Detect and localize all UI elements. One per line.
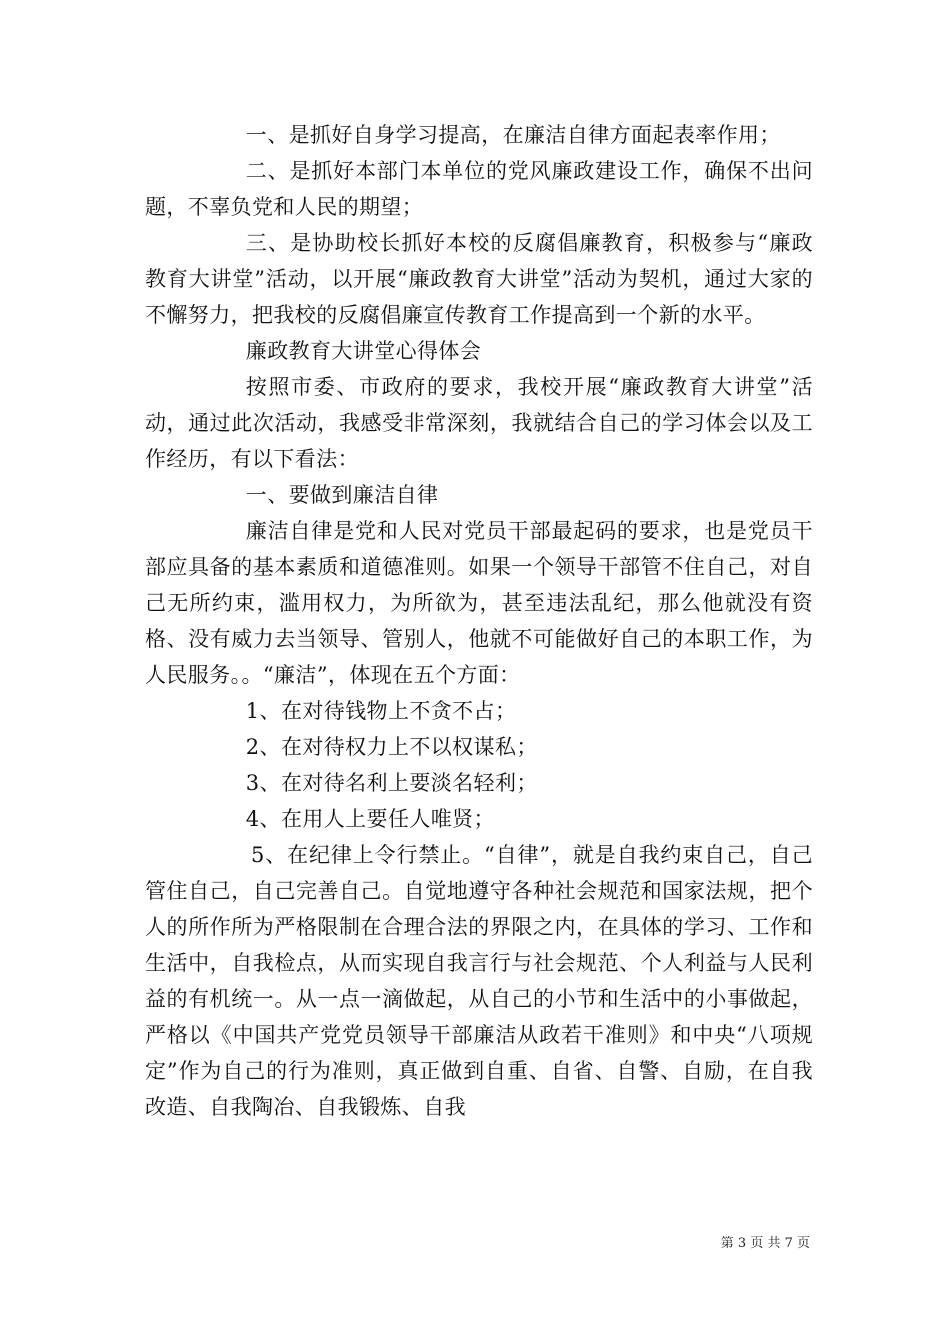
list-item-4: 4、在用人上要任人唯贤； bbox=[245, 807, 495, 831]
page-number: 第 3 页 共 7 页 bbox=[720, 1236, 810, 1251]
paragraph-5: 廉洁自律是党和人民对党员干部最起码的要求，也是党员干部应具备的基本素质和道德准则。如果一个领导干部管不住自己，对自己无所约束，滥用权力，为所欲为，甚至违法乱纪，那么他就没有资格、没有威力去当领导、管别人，他就不可能做好自己的本职工作，为人民服务。。“廉洁”，体现在五个方面： bbox=[145, 519, 813, 687]
paragraph-4: 按照市委、市政府的要求，我校开展“廉政教育大讲堂”活动，通过此次活动，我感受非常深刻，我就结合自己的学习体会以及工作经历，有以下看法： bbox=[145, 375, 813, 471]
document-body bbox=[145, 117, 813, 1125]
paragraph-1: 一、是抓好自身学习提高，在廉洁自律方面起表率作用； bbox=[245, 123, 781, 147]
paragraph-2: 二、是抓好本部门本单位的党风廉政建设工作，确保不出问题，不辜负党和人民的期望； bbox=[145, 159, 813, 219]
list-item-3: 3、在对待名利上要淡名轻利； bbox=[245, 771, 538, 795]
list-item-5: 5、在纪律上令行禁止。“自律”，就是自我约束自己，自己管住自己，自己完善自己。自觉地遵守各种社会规范和国家法规，把个人的所作所为严格限制在合理合法的界限之内，在具体的学习、工作和生活中，自我检点，从而实现自我言行与社会规范、个人利益与人民利益的有机统一。从一点一滴做起，从自己的小节和生活中的小事做起，严格以《中国共产党党员领导干部廉洁从政若干准则》和中央“八项规定”作为自己的行为准则，真正做到自重、自省、自警、自励，在自我改造、自我陶冶、自我锻炼、自我 bbox=[145, 843, 813, 1119]
paragraph-3: 三、是协助校长抓好本校的反腐倡廉教育，积极参与“廉政教育大讲堂”活动，以开展“廉政教育大讲堂”活动为契机，通过大家的不懈努力，把我校的反腐倡廉宣传教育工作提高到一个新的水平。 bbox=[145, 231, 813, 327]
section-heading: 廉政教育大讲堂心得体会 bbox=[245, 339, 482, 363]
subheading-1: 一、要做到廉洁自律 bbox=[245, 483, 439, 507]
list-item-1: 1、在对待钱物上不贪不占； bbox=[245, 699, 517, 723]
list-item-2: 2、在对待权力上不以权谋私； bbox=[245, 735, 538, 759]
